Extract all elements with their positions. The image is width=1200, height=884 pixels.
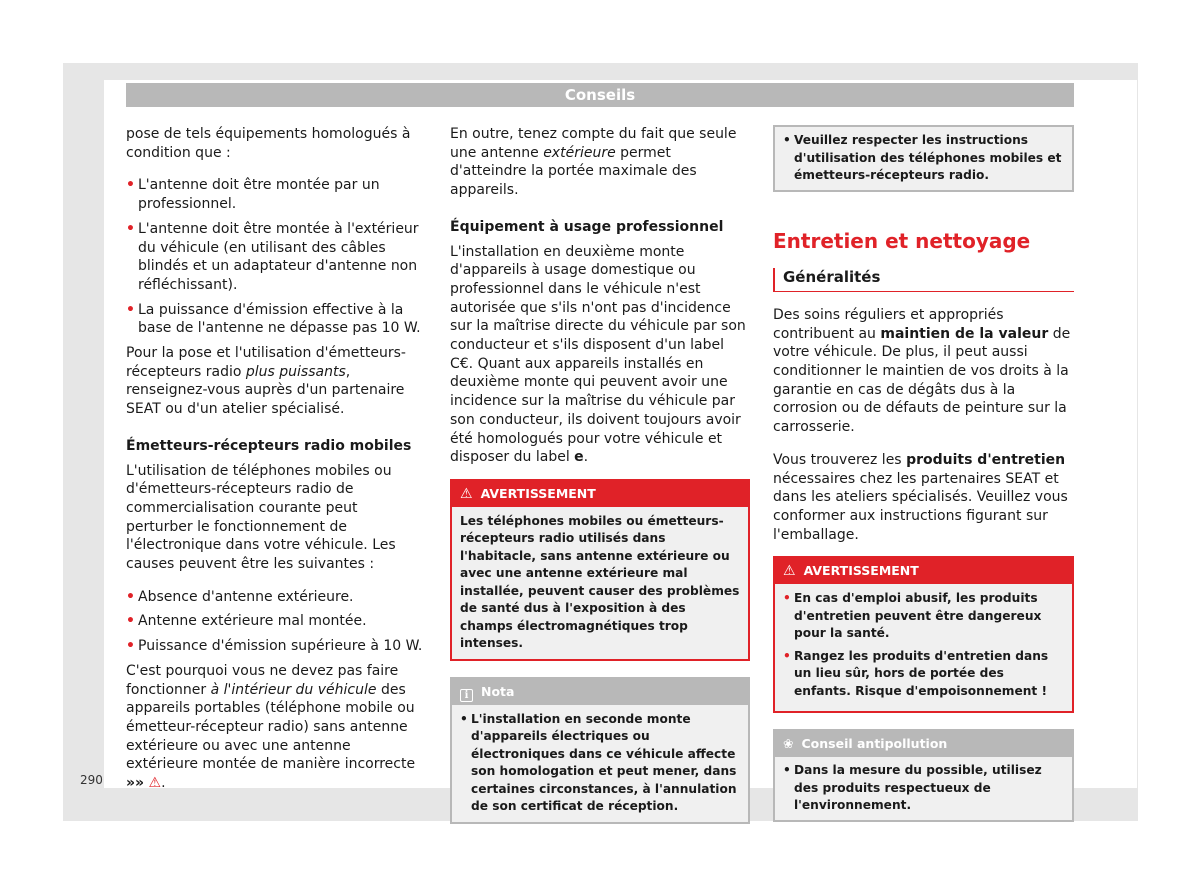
paragraph: Pour la pose et l'utilisation d'émetteurs-récepteurs radio plus puissants, renseignez-vous auprès d'un partenaire SEAT ou d'un atelier spécialisé.: [126, 345, 406, 418]
continue-arrows: »»: [126, 775, 145, 792]
paragraph: En outre, tenez compte du fait que seule une antenne extérieure permet d'atteindre la portée maximale des appareils.: [450, 126, 737, 199]
subheading: Émetteurs-récepteurs radio mobiles: [126, 437, 412, 454]
list-item: • Antenne extérieure mal montée.: [126, 613, 367, 630]
note-text: • L'installation en seconde monte d'appareils électriques ou électroniques dans ce véhicule affecte son homologation et peut mener, dans certaines circonstances, à l'annulation de son certificat de réception.: [460, 711, 737, 814]
warning-text: • En cas d'emploi abusif, les produits d'entretien peuvent être dangereux pour la santé. • Rangez les produits d'entretien dans un lieu sûr, hors de portée des enfants. Risque d'empoisonnement !: [783, 591, 1049, 698]
eco-text: • Dans la mesure du possible, utilisez des produits respectueux de l'environnement.: [783, 763, 1042, 813]
paragraph: L'utilisation de téléphones mobiles ou d'émetteurs-récepteurs radio de commercialisation courante peut perturber le fonctionnement de l'électronique dans votre véhicule. Les causes peuvent être les suivantes :: [126, 462, 396, 573]
eco-tip-box: [773, 729, 1074, 822]
subheading: Équipement à usage professionnel: [450, 218, 724, 235]
page-number: 290: [80, 773, 103, 787]
warning-header: ⚠ AVERTISSEMENT: [452, 481, 748, 507]
list-item: • L'antenne doit être montée à l'extérieur du véhicule (en utilisant des câbles blindés et un adaptateur d'antenne non réfléchissant).: [126, 220, 419, 293]
paragraph: C'est pourquoi vous ne devez pas faire fonctionner à l'intérieur du véhicule des appareils portables (téléphone mobile ou émetteur-récepteur radio) sans antenne extérieure ou avec une antenne extérieure montée de manière incorrecte »» ⚠.: [126, 662, 416, 792]
intro-text: pose de tels équipements homologués à condition que :: [126, 126, 411, 161]
column-3: [773, 125, 1074, 822]
paragraph: Vous trouverez les produits d'entretien nécessaires chez les partenaires SEAT et dans les ateliers spécialisés. Veuillez vous conformer aux instructions figurant sur l'emballage.: [773, 451, 1068, 543]
warning-triangle-icon: ⚠: [783, 563, 796, 580]
warning-triangle-icon: ⚠: [460, 485, 473, 502]
paragraph: Des soins réguliers et appropriés contribuent au maintien de la valeur de votre véhicule. De plus, il peut aussi conditionner le maintien de vos droits à la garantie en cas de dégâts dus à la corrosion ou de défauts de peinture sur la carrosserie.: [773, 306, 1071, 436]
section-title: Entretien et nettoyage: [773, 228, 1031, 253]
warning-triangle-icon: ⚠: [148, 775, 162, 792]
section-header: Conseils: [126, 83, 1074, 107]
list-item: • Absence d'antenne extérieure.: [126, 588, 354, 605]
subsection-title: Généralités: [773, 268, 1074, 292]
column-1: [126, 125, 426, 800]
note-header: i Nota: [452, 679, 748, 705]
warning-box: [773, 556, 1074, 713]
info-icon: i: [460, 689, 473, 702]
warning-box: [450, 479, 750, 661]
warning-text: Les téléphones mobiles ou émetteurs-récepteurs radio utilisés dans l'habitacle, sans antenne extérieure ou avec une antenne extérieure mal installée, peuvent causer des problèmes de santé dus à l'exposition à des champs électromagnétiques trop intenses.: [460, 513, 740, 651]
note-box: • Veuillez respecter les instructions d'utilisation des téléphones mobiles et émetteurs-récepteurs radio.: [773, 125, 1074, 192]
flower-icon: ❀: [783, 736, 794, 752]
note-box: [450, 677, 750, 824]
eco-header: ❀ Conseil antipollution: [775, 731, 1072, 757]
list-item: • La puissance d'émission effective à la base de l'antenne ne dépasse pas 10 W.: [126, 301, 421, 337]
paragraph: L'installation en deuxième monte d'appareils à usage domestique ou professionnel dans le véhicule n'est autorisée que s'ils n'ont pas d'incidence sur la maîtrise directe du véhicule par son conducteur et s'ils disposent d'un label C€. Quant aux appareils installés en deuxième monte qui peuvent avoir une incidence sur la maîtrise du véhicule par son conducteur, ils doivent toujours avoir été homologués pour votre véhicule et disposer du label e.: [450, 243, 746, 466]
column-2: [450, 125, 750, 824]
list-item: • Puissance d'émission supérieure à 10 W.: [126, 638, 423, 655]
list-item: • L'antenne doit être montée par un professionnel.: [126, 177, 380, 213]
warning-header: ⚠ AVERTISSEMENT: [775, 558, 1072, 584]
